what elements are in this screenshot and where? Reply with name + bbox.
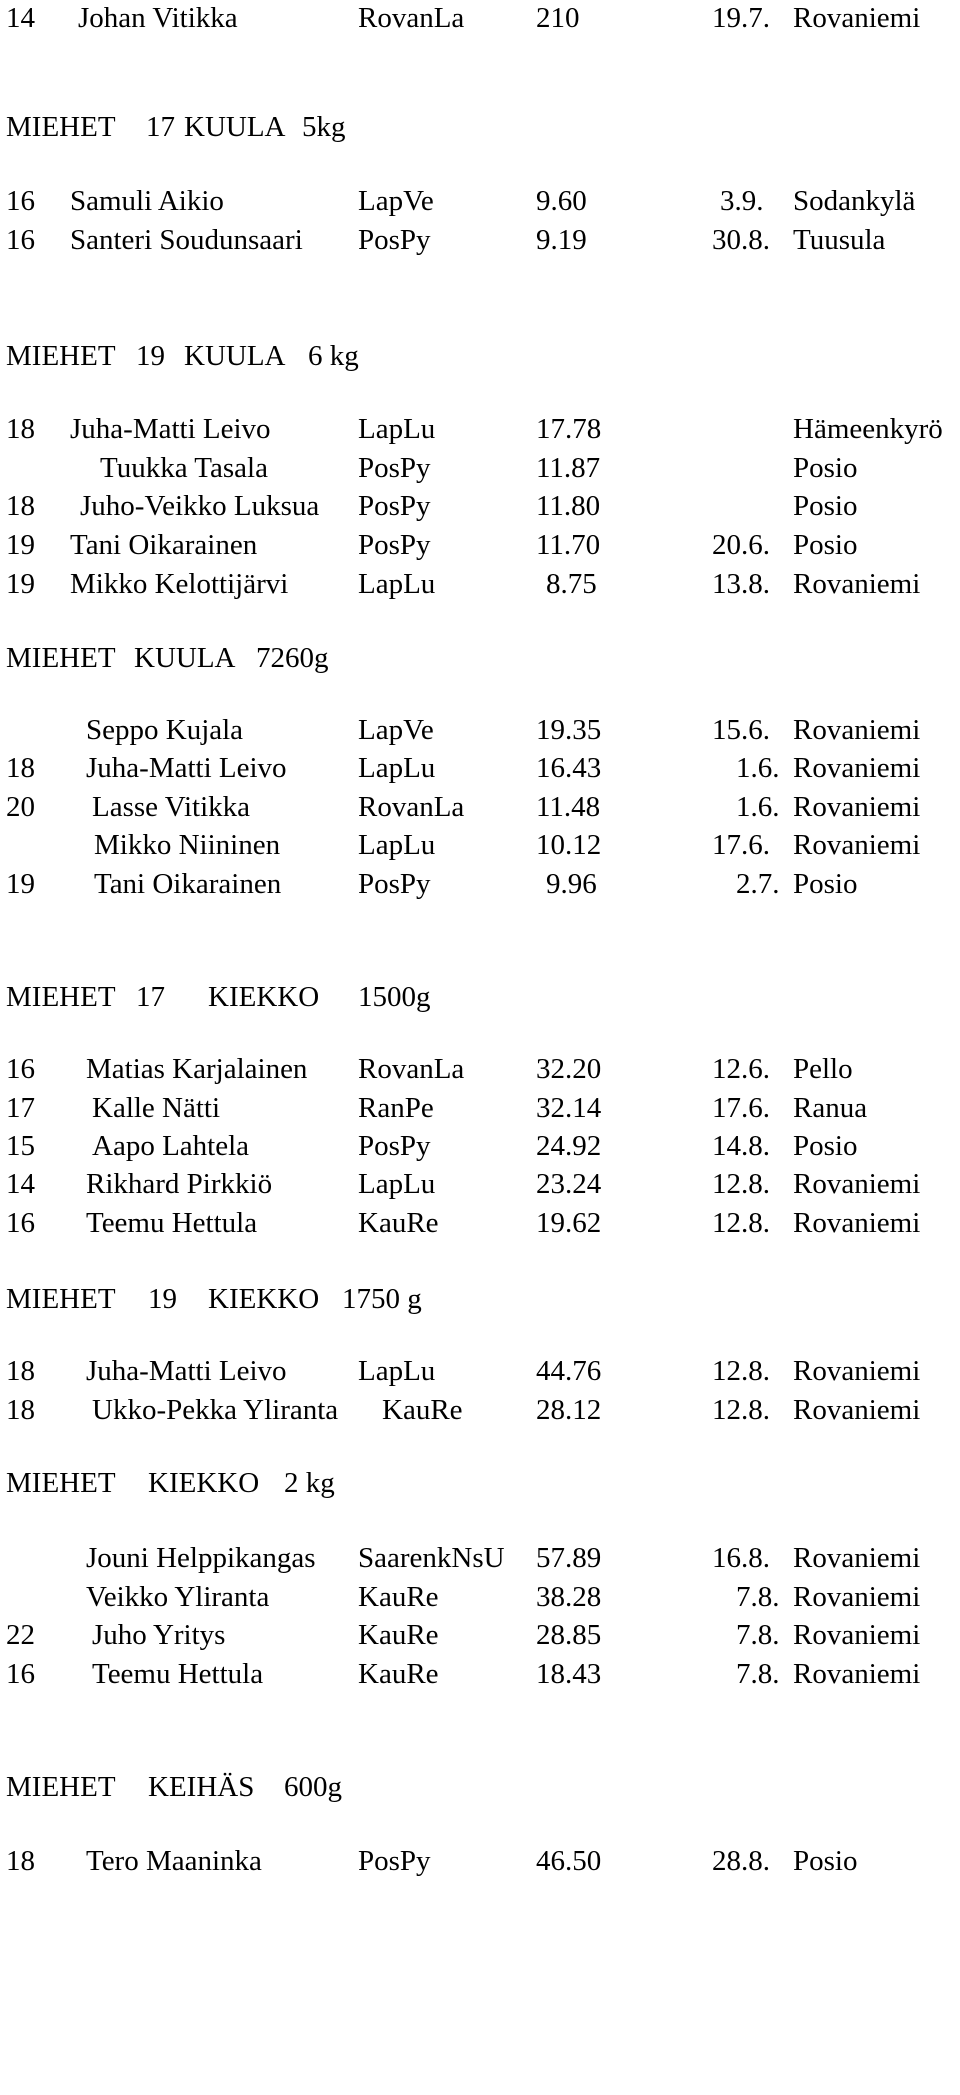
- result: 23.24: [536, 1168, 602, 1200]
- date: 7.8.: [736, 1658, 780, 1690]
- athlete-name: Kalle Nätti: [92, 1092, 221, 1124]
- place: Rovaniemi: [793, 2, 921, 34]
- club: LapVe: [358, 185, 434, 217]
- club: PosPy: [358, 490, 431, 522]
- result: 28.12: [536, 1394, 602, 1426]
- date: 12.8.: [712, 1394, 770, 1426]
- place: Rovaniemi: [793, 1542, 921, 1574]
- club: KauRe: [358, 1619, 439, 1651]
- result: 8.75: [546, 568, 597, 600]
- age: 18: [6, 1394, 35, 1426]
- club: RanPe: [358, 1092, 434, 1124]
- age: 16: [6, 1207, 35, 1239]
- result: 9.96: [546, 868, 597, 900]
- club: PosPy: [358, 452, 431, 484]
- athlete-name: Veikko Yliranta: [86, 1581, 270, 1613]
- result: 9.60: [536, 185, 587, 217]
- date: 2.7.: [736, 868, 780, 900]
- heading-part: MIEHET: [6, 981, 116, 1013]
- result: 44.76: [536, 1355, 602, 1387]
- date: 7.8.: [736, 1581, 780, 1613]
- heading-part: 7260g: [256, 642, 329, 674]
- age: 15: [6, 1130, 35, 1162]
- section-heading: [0, 338, 960, 374]
- result-row: [0, 0, 960, 36]
- athlete-name: Samuli Aikio: [70, 185, 224, 217]
- athlete-name: Teemu Hettula: [92, 1658, 264, 1690]
- date: 3.9.: [720, 185, 764, 217]
- result: 28.85: [536, 1619, 602, 1651]
- date: 13.8.: [712, 568, 770, 600]
- athlete-name: Juho Yritys: [92, 1619, 226, 1651]
- result-row: [0, 527, 960, 563]
- result-row: [0, 1579, 960, 1615]
- section-heading: [0, 109, 960, 145]
- place: Rovaniemi: [793, 791, 921, 823]
- heading-part: 5kg: [302, 111, 346, 143]
- heading-part: MIEHET: [6, 340, 116, 372]
- result: 11.87: [536, 452, 601, 484]
- result: 11.48: [536, 791, 601, 823]
- place: Rovaniemi: [793, 1658, 921, 1690]
- date: 7.8.: [736, 1619, 780, 1651]
- date: 12.8.: [712, 1355, 770, 1387]
- place: Rovaniemi: [793, 1355, 921, 1387]
- athlete-name: Juho-Veikko Luksua: [80, 490, 320, 522]
- athlete-name: Matias Karjalainen: [86, 1053, 308, 1085]
- club: RovanLa: [358, 791, 465, 823]
- result: 9.19: [536, 224, 587, 256]
- date: 12.6.: [712, 1053, 770, 1085]
- place: Rovaniemi: [793, 1207, 921, 1239]
- result-row: [0, 183, 960, 219]
- athlete-name: Juha-Matti Leivo: [86, 1355, 287, 1387]
- age: 16: [6, 1053, 35, 1085]
- section-heading: [0, 1769, 960, 1805]
- age: 18: [6, 1355, 35, 1387]
- athlete-name: Aapo Lahtela: [92, 1130, 250, 1162]
- club: LapLu: [358, 413, 436, 445]
- heading-part: KIEKKO: [208, 981, 320, 1013]
- place: Posio: [793, 452, 858, 484]
- result: 46.50: [536, 1845, 602, 1877]
- club: LapLu: [358, 829, 436, 861]
- place: Hämeenkyrö: [793, 413, 943, 445]
- age: 16: [6, 185, 35, 217]
- club: LapVe: [358, 714, 434, 746]
- place: Rovaniemi: [793, 752, 921, 784]
- club: PosPy: [358, 224, 431, 256]
- place: Rovaniemi: [793, 1394, 921, 1426]
- heading-part: KUULA: [184, 111, 286, 143]
- club: KauRe: [382, 1394, 463, 1426]
- age: 16: [6, 1658, 35, 1690]
- age: 22: [6, 1619, 35, 1651]
- age: 19: [6, 868, 35, 900]
- heading-part: KIEKKO: [148, 1467, 260, 1499]
- club: PosPy: [358, 1845, 431, 1877]
- athlete-name: Jouni Helppikangas: [86, 1542, 316, 1574]
- club: PosPy: [358, 1130, 431, 1162]
- club: PosPy: [358, 868, 431, 900]
- athlete-name: Lasse Vitikka: [92, 791, 250, 823]
- result-row: [0, 411, 960, 447]
- age: 14: [6, 2, 35, 34]
- result: 11.80: [536, 490, 601, 522]
- place: Sodankylä: [793, 185, 916, 217]
- result: 19.35: [536, 714, 602, 746]
- place: Pello: [793, 1053, 853, 1085]
- date: 17.6.: [712, 1092, 770, 1124]
- date: 12.8.: [712, 1207, 770, 1239]
- result-row: [0, 1353, 960, 1389]
- date: 16.8.: [712, 1542, 770, 1574]
- heading-part: KUULA: [134, 642, 236, 674]
- club: LapLu: [358, 752, 436, 784]
- club: KauRe: [358, 1658, 439, 1690]
- heading-part: 17: [146, 111, 175, 143]
- date: 1.6.: [736, 752, 780, 784]
- heading-part: MIEHET: [6, 111, 116, 143]
- club: KauRe: [358, 1581, 439, 1613]
- result-row: [0, 1540, 960, 1576]
- section-heading: [0, 1465, 960, 1501]
- age: 18: [6, 490, 35, 522]
- result-row: [0, 488, 960, 524]
- date: 28.8.: [712, 1845, 770, 1877]
- heading-part: KEIHÄS: [148, 1771, 255, 1803]
- result: 57.89: [536, 1542, 602, 1574]
- athlete-name: Santeri Soudunsaari: [70, 224, 303, 256]
- place: Rovaniemi: [793, 829, 921, 861]
- club: LapLu: [358, 1355, 436, 1387]
- heading-part: 600g: [284, 1771, 342, 1803]
- place: Posio: [793, 868, 858, 900]
- result-row: [0, 1090, 960, 1126]
- result-row: [0, 1205, 960, 1241]
- place: Posio: [793, 1130, 858, 1162]
- heading-part: 17: [136, 981, 165, 1013]
- result-row: [0, 750, 960, 786]
- date: 15.6.: [712, 714, 770, 746]
- place: Posio: [793, 529, 858, 561]
- result: 19.62: [536, 1207, 602, 1239]
- result: 38.28: [536, 1581, 602, 1613]
- athlete-name: Seppo Kujala: [86, 714, 244, 746]
- result-row: [0, 866, 960, 902]
- athlete-name: Mikko Kelottijärvi: [70, 568, 289, 600]
- age: 20: [6, 791, 35, 823]
- place: Tuusula: [793, 224, 886, 256]
- heading-part: MIEHET: [6, 1771, 116, 1803]
- result: 32.14: [536, 1092, 602, 1124]
- club: LapLu: [358, 568, 436, 600]
- place: Rovaniemi: [793, 1168, 921, 1200]
- athlete-name: Tuukka Tasala: [100, 452, 268, 484]
- result-row: [0, 1843, 960, 1879]
- result-row: [0, 827, 960, 863]
- date: 12.8.: [712, 1168, 770, 1200]
- athlete-name: Mikko Niininen: [94, 829, 281, 861]
- result-row: [0, 566, 960, 602]
- result-row: [0, 1166, 960, 1202]
- athlete-name: Juha-Matti Leivo: [86, 752, 287, 784]
- result: 10.12: [536, 829, 602, 861]
- place: Rovaniemi: [793, 1581, 921, 1613]
- club: RovanLa: [358, 2, 465, 34]
- place: Rovaniemi: [793, 714, 921, 746]
- result: 17.78: [536, 413, 602, 445]
- place: Ranua: [793, 1092, 868, 1124]
- club: SaarenkNsU: [358, 1542, 505, 1574]
- heading-part: 1750 g: [342, 1283, 422, 1315]
- athlete-name: Tani Oikarainen: [94, 868, 282, 900]
- section-heading: [0, 979, 960, 1015]
- result: 24.92: [536, 1130, 602, 1162]
- date: 1.6.: [736, 791, 780, 823]
- place: Posio: [793, 1845, 858, 1877]
- result-row: [0, 1128, 960, 1164]
- age: 18: [6, 413, 35, 445]
- result: 11.70: [536, 529, 601, 561]
- age: 17: [6, 1092, 35, 1124]
- club: LapLu: [358, 1168, 436, 1200]
- date: 17.6.: [712, 829, 770, 861]
- heading-part: 1500g: [358, 981, 431, 1013]
- heading-part: KUULA: [184, 340, 286, 372]
- age: 19: [6, 529, 35, 561]
- result-row: [0, 1392, 960, 1428]
- result: 16.43: [536, 752, 602, 784]
- heading-part: MIEHET: [6, 642, 116, 674]
- heading-part: KIEKKO: [208, 1283, 320, 1315]
- age: 14: [6, 1168, 35, 1200]
- age: 19: [6, 568, 35, 600]
- club: KauRe: [358, 1207, 439, 1239]
- age: 18: [6, 1845, 35, 1877]
- date: 20.6.: [712, 529, 770, 561]
- result: 210: [536, 2, 580, 34]
- heading-part: 6 kg: [308, 340, 359, 372]
- athlete-name: Ukko-Pekka Yliranta: [92, 1394, 339, 1426]
- club: PosPy: [358, 529, 431, 561]
- age: 16: [6, 224, 35, 256]
- date: 19.7.: [712, 2, 770, 34]
- result-row: [0, 712, 960, 748]
- result-row: [0, 1656, 960, 1692]
- place: Posio: [793, 490, 858, 522]
- section-heading: [0, 1281, 960, 1317]
- result-row: [0, 222, 960, 258]
- result-row: [0, 1617, 960, 1653]
- heading-part: MIEHET: [6, 1283, 116, 1315]
- section-heading: [0, 640, 960, 676]
- heading-part: 19: [148, 1283, 177, 1315]
- place: Rovaniemi: [793, 568, 921, 600]
- athlete-name: Tero Maaninka: [86, 1845, 262, 1877]
- result: 32.20: [536, 1053, 602, 1085]
- result: 18.43: [536, 1658, 602, 1690]
- result-row: [0, 789, 960, 825]
- age: 18: [6, 752, 35, 784]
- date: 30.8.: [712, 224, 770, 256]
- result-row: [0, 450, 960, 486]
- heading-part: MIEHET: [6, 1467, 116, 1499]
- athlete-name: Johan Vitikka: [78, 2, 238, 34]
- result-row: [0, 1051, 960, 1087]
- athlete-name: Teemu Hettula: [86, 1207, 258, 1239]
- heading-part: 19: [136, 340, 165, 372]
- athlete-name: Tani Oikarainen: [70, 529, 258, 561]
- date: 14.8.: [712, 1130, 770, 1162]
- club: RovanLa: [358, 1053, 465, 1085]
- athlete-name: Juha-Matti Leivo: [70, 413, 271, 445]
- heading-part: 2 kg: [284, 1467, 335, 1499]
- place: Rovaniemi: [793, 1619, 921, 1651]
- athlete-name: Rikhard Pirkkiö: [86, 1168, 273, 1200]
